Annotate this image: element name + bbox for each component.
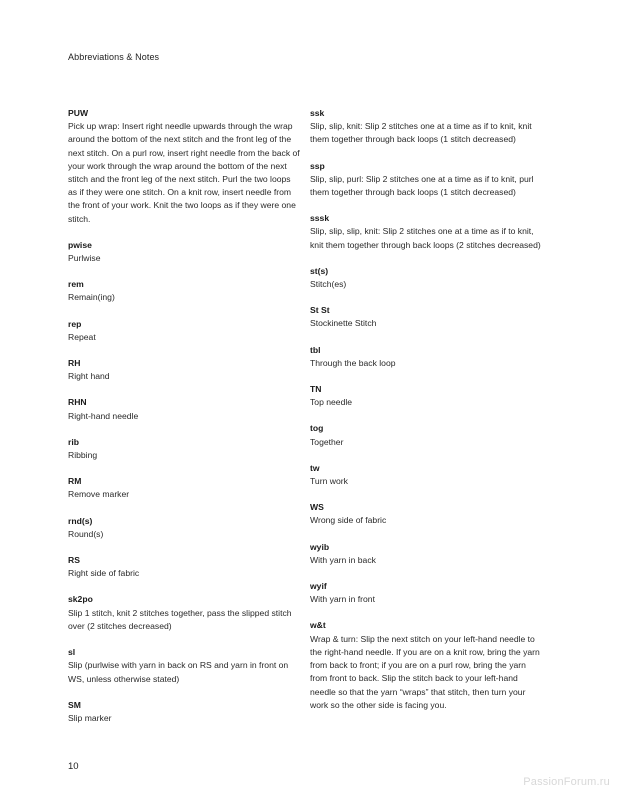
abbreviation-entry xyxy=(310,580,542,606)
abbreviation-entry xyxy=(68,436,300,462)
abbreviation-term: PUW xyxy=(68,108,89,118)
abbreviation-term: St St xyxy=(310,305,330,316)
abbreviation-definition: Slip, slip, purl: Slip 2 stitches one at a time as if to knit, purl them together through back loops (1 stitch decreased) xyxy=(310,173,534,198)
abbreviation-term: ssk xyxy=(310,108,325,118)
abbreviation-term: wyib xyxy=(310,541,330,552)
abbreviation-definition: Top needle xyxy=(310,397,353,408)
page-header: Abbreviations & Notes xyxy=(68,52,160,62)
abbreviation-entry xyxy=(68,318,300,344)
page-number: 10 xyxy=(68,761,79,772)
abbreviation-definition: Slip, slip, slip, knit: Slip 2 stitches one at a time as if to knit, knit them together through back loops (2 stitches decreased) xyxy=(310,226,541,250)
right-column xyxy=(310,107,542,712)
abbreviation-entry xyxy=(310,107,542,147)
abbreviation-term: tw xyxy=(310,462,320,473)
abbreviation-term: rep xyxy=(68,318,82,329)
abbreviation-term: rib xyxy=(68,436,79,447)
abbreviation-definition: With yarn in front xyxy=(310,594,375,605)
abbreviation-definition: Slip, slip, knit: Slip 2 stitches one at a time as if to knit, knit them together through back loops (1 stitch decreased) xyxy=(310,121,532,145)
abbreviation-definition: Wrap & turn: Slip the next stitch on your left-hand needle to the right-hand needle. If you are on a knit row, bring the yarn from back to front; if you are on a purl row, bring the yarn from front to back. Slip the stitch back to your left-hand needle so that the yarn “wraps” that stitch, then turn your work so the other side is facing you. xyxy=(310,633,540,710)
abbreviation-entry xyxy=(310,619,542,711)
abbreviation-entry xyxy=(310,541,542,567)
abbreviation-definition: Turn work xyxy=(310,476,348,487)
abbreviation-definition: Right side of fabric xyxy=(68,568,140,579)
abbreviation-entry xyxy=(68,699,300,725)
abbreviation-definition: Through the back loop xyxy=(310,357,396,368)
abbreviation-entry xyxy=(310,462,542,488)
abbreviation-definition: Wrong side of fabric xyxy=(310,515,387,526)
abbreviation-term: wyif xyxy=(310,581,327,592)
abbreviation-term: SM xyxy=(68,699,81,710)
abbreviation-term: TN xyxy=(310,384,322,395)
abbreviation-definition: Remove marker xyxy=(68,489,130,500)
abbreviation-term: tbl xyxy=(310,344,321,355)
abbreviation-term: w&t xyxy=(310,620,326,631)
abbreviation-term: pwise xyxy=(68,239,92,250)
abbreviation-entry xyxy=(68,357,300,383)
abbreviation-term: st(s) xyxy=(310,265,329,276)
abbreviation-term: rem xyxy=(68,279,84,290)
abbreviation-entry xyxy=(310,383,542,409)
abbreviation-definition: Pick up wrap: Insert right needle upwards through the wrap around the bottom of the next stitch and the front leg of the next stitch. On a purl row, insert right needle from the back of your work through the wrap around the bottom of the next stitch and the front leg of the next stitch. Purl the two loops as if they were one stitch. On a knit row, insert needle from the front of your work. Knit the two loops as if they were one stitch. xyxy=(68,121,300,224)
abbreviation-entry xyxy=(310,422,542,448)
abbreviation-definition: Right-hand needle xyxy=(68,410,139,421)
abbreviation-entry xyxy=(310,344,542,370)
abbreviation-term: sssk xyxy=(310,213,330,224)
abbreviation-entry xyxy=(310,304,542,330)
abbreviation-term: RH xyxy=(68,358,81,369)
abbreviation-definition: Slip 1 stitch, knit 2 stitches together, pass the slipped stitch over (2 stitches decreased) xyxy=(68,607,292,631)
abbreviation-definition: Round(s) xyxy=(68,528,104,539)
abbreviation-term: sk2po xyxy=(68,594,93,605)
abbreviation-definition: Purlwise xyxy=(68,253,101,264)
abbreviation-term: WS xyxy=(310,502,324,513)
abbreviation-definition: Together xyxy=(310,436,344,447)
abbreviation-entry xyxy=(68,239,300,265)
abbreviation-definition: Stockinette Stitch xyxy=(310,318,377,329)
abbreviation-term: tog xyxy=(310,423,324,434)
abbreviation-entry xyxy=(68,515,300,541)
abbreviation-definition: Slip (purlwise with yarn in back on RS and yarn in front on WS, unless otherwise stated) xyxy=(68,660,289,684)
abbreviation-term: RM xyxy=(68,476,82,487)
abbreviation-entry xyxy=(68,278,300,304)
abbreviation-entry xyxy=(68,107,300,226)
abbreviation-entry xyxy=(68,593,300,633)
abbreviation-entry xyxy=(310,501,542,527)
abbreviation-definition: Repeat xyxy=(68,331,96,342)
watermark: PassionForum.ru xyxy=(523,776,610,788)
abbreviation-term: rnd(s) xyxy=(68,515,93,526)
abbreviation-entry xyxy=(310,212,542,252)
left-column xyxy=(68,107,300,725)
abbreviation-definition: Slip marker xyxy=(68,712,112,723)
abbreviation-term: ssp xyxy=(310,160,325,171)
abbreviation-entry xyxy=(68,646,300,686)
abbreviation-definition: Stitch(es) xyxy=(310,279,347,290)
abbreviation-term: RHN xyxy=(68,397,87,408)
abbreviation-definition: Right hand xyxy=(68,371,110,382)
abbreviation-term: RS xyxy=(68,555,80,566)
abbreviation-term: sl xyxy=(68,647,76,658)
abbreviation-definition: Ribbing xyxy=(68,450,98,461)
abbreviation-definition: With yarn in back xyxy=(310,554,376,565)
abbreviation-definition: Remain(ing) xyxy=(68,292,115,303)
abbreviation-entry xyxy=(310,265,542,291)
abbreviation-entry xyxy=(310,160,542,200)
abbreviation-entry xyxy=(68,475,300,501)
abbreviation-entry xyxy=(68,554,300,580)
abbreviation-entry xyxy=(68,396,300,422)
